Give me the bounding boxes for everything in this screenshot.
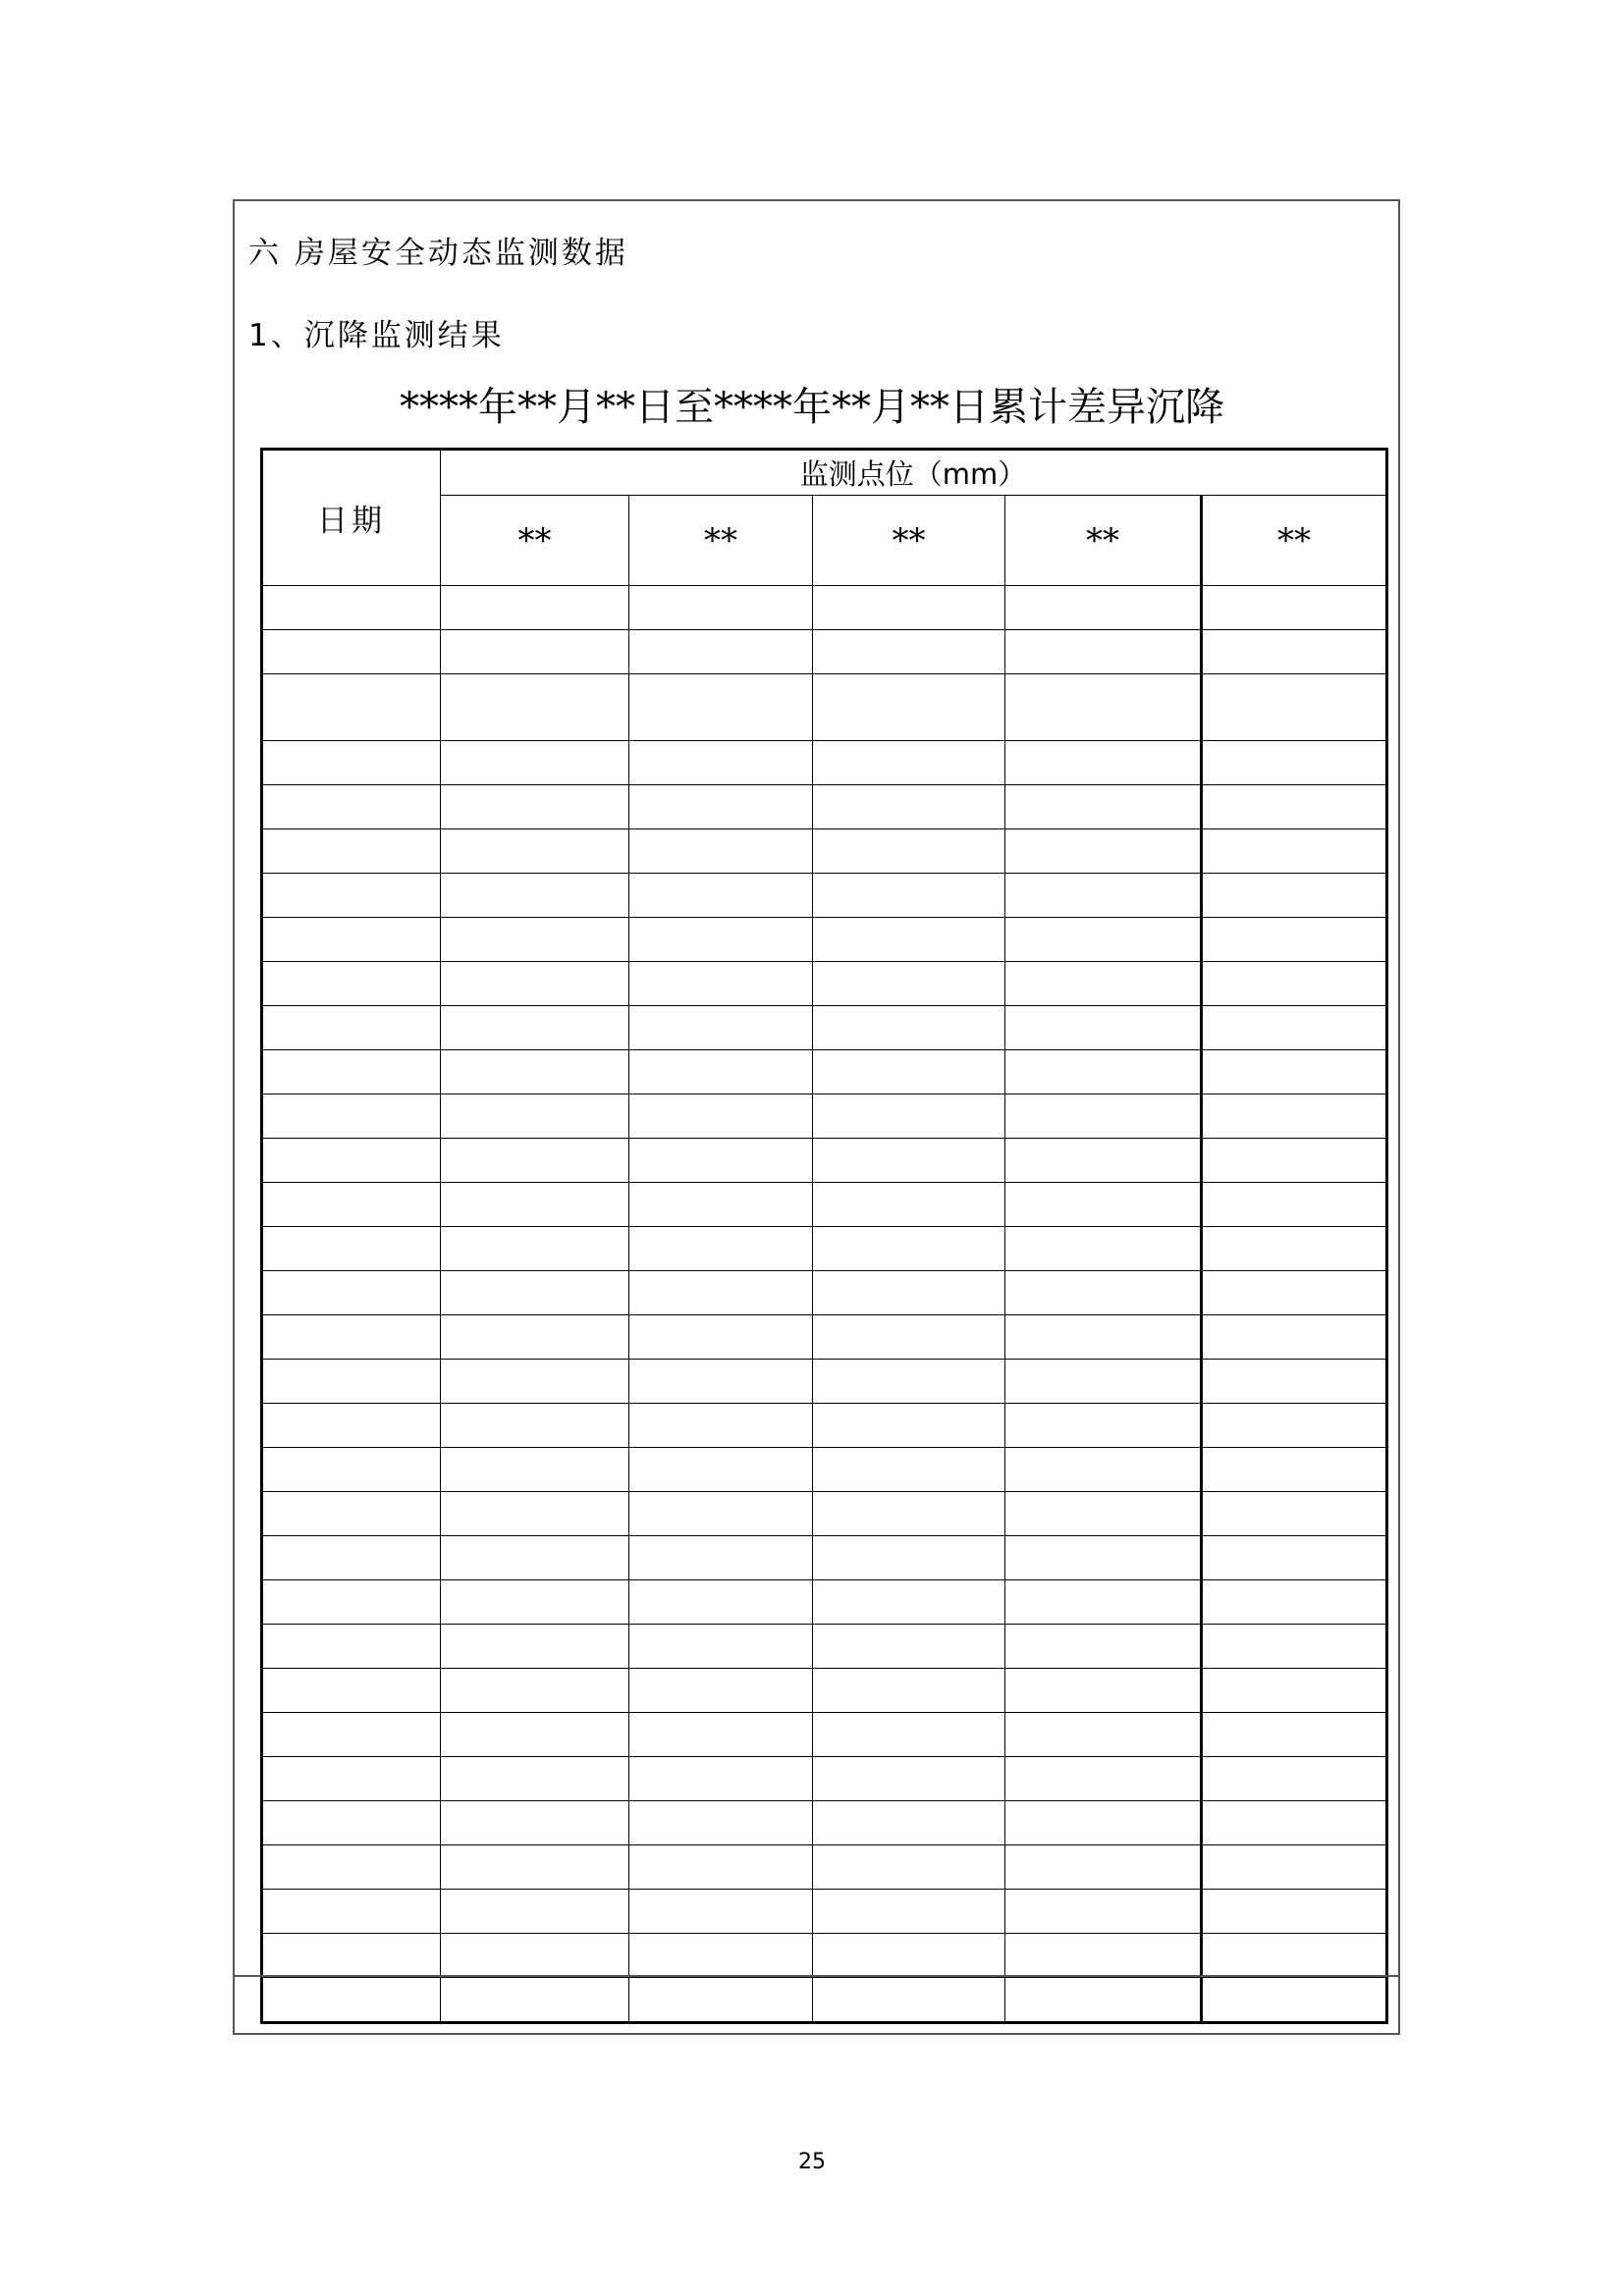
date-cell <box>262 1139 441 1183</box>
value-cell <box>629 630 813 674</box>
table-row <box>262 829 1387 874</box>
value-cell <box>1005 1890 1202 1934</box>
value-cell <box>1005 674 1202 741</box>
value-cell <box>629 586 813 630</box>
value-cell <box>1202 1934 1387 1978</box>
value-cell <box>1202 1183 1387 1227</box>
date-cell <box>262 586 441 630</box>
value-cell <box>441 1625 629 1669</box>
date-cell <box>262 1492 441 1536</box>
value-cell <box>1202 1404 1387 1448</box>
value-cell <box>629 1404 813 1448</box>
value-cell <box>629 1139 813 1183</box>
value-cell <box>441 1978 629 2023</box>
table-title: ****年**月**日至****年**月**日累计差异沉降 <box>400 385 1224 430</box>
value-cell <box>1202 1978 1387 2023</box>
value-cell <box>1202 874 1387 918</box>
date-cell <box>262 1625 441 1669</box>
value-cell <box>1202 1006 1387 1050</box>
value-cell <box>813 1934 1005 1978</box>
value-cell <box>441 1183 629 1227</box>
date-cell <box>262 1404 441 1448</box>
table-row <box>262 1536 1387 1580</box>
value-cell <box>1005 1139 1202 1183</box>
date-cell <box>262 1360 441 1404</box>
value-cell <box>441 586 629 630</box>
monitoring-points-header: 监测点位（mm） <box>441 450 1387 496</box>
value-cell <box>813 674 1005 741</box>
value-cell <box>441 1448 629 1492</box>
table-row <box>262 1845 1387 1890</box>
value-cell <box>1202 1890 1387 1934</box>
table-row <box>262 1050 1387 1095</box>
value-cell <box>813 1978 1005 2023</box>
value-cell <box>1202 674 1387 741</box>
table-row <box>262 918 1387 962</box>
value-cell <box>1202 1669 1387 1713</box>
value-cell <box>441 1404 629 1448</box>
value-cell <box>813 1625 1005 1669</box>
date-cell <box>262 1448 441 1492</box>
value-cell <box>813 1404 1005 1448</box>
table-row <box>262 874 1387 918</box>
date-cell <box>262 1978 441 2023</box>
date-cell <box>262 962 441 1006</box>
value-cell <box>813 1801 1005 1845</box>
value-cell <box>441 962 629 1006</box>
value-cell <box>441 630 629 674</box>
value-cell <box>813 1448 1005 1492</box>
value-cell <box>1005 1625 1202 1669</box>
value-cell <box>629 1492 813 1536</box>
value-cell <box>629 874 813 918</box>
date-cell <box>262 1050 441 1095</box>
value-cell <box>1202 1227 1387 1271</box>
value-cell <box>441 1580 629 1625</box>
value-cell <box>1202 1139 1387 1183</box>
value-cell <box>629 785 813 829</box>
value-cell <box>1005 1580 1202 1625</box>
value-cell <box>1005 829 1202 874</box>
value-cell <box>441 829 629 874</box>
value-cell <box>441 741 629 785</box>
value-cell <box>629 1890 813 1934</box>
value-cell <box>1005 874 1202 918</box>
value-cell <box>813 1227 1005 1271</box>
value-cell <box>1005 630 1202 674</box>
value-cell <box>813 741 1005 785</box>
value-cell <box>813 1890 1005 1934</box>
value-cell <box>629 1315 813 1360</box>
value-cell <box>1005 1050 1202 1095</box>
value-cell <box>813 1580 1005 1625</box>
point-header: ** <box>1202 496 1387 586</box>
date-cell <box>262 1095 441 1139</box>
value-cell <box>813 1536 1005 1580</box>
value-cell <box>1005 1536 1202 1580</box>
point-header: ** <box>813 496 1005 586</box>
value-cell <box>813 829 1005 874</box>
date-cell <box>262 874 441 918</box>
value-cell <box>1202 1492 1387 1536</box>
value-cell <box>1005 1315 1202 1360</box>
value-cell <box>813 586 1005 630</box>
value-cell <box>813 1845 1005 1890</box>
date-cell <box>262 1669 441 1713</box>
value-cell <box>441 1006 629 1050</box>
date-cell <box>262 1315 441 1360</box>
value-cell <box>1202 1625 1387 1669</box>
value-cell <box>1202 1845 1387 1890</box>
table-row <box>262 1139 1387 1183</box>
date-cell <box>262 1580 441 1625</box>
value-cell <box>1202 1757 1387 1801</box>
value-cell <box>1005 1669 1202 1713</box>
value-cell <box>629 1271 813 1315</box>
value-cell <box>629 1360 813 1404</box>
value-cell <box>629 674 813 741</box>
value-cell <box>1202 1580 1387 1625</box>
value-cell <box>1005 785 1202 829</box>
value-cell <box>1202 1536 1387 1580</box>
date-cell <box>262 741 441 785</box>
date-cell <box>262 1845 441 1890</box>
value-cell <box>1005 1360 1202 1404</box>
value-cell <box>629 1934 813 1978</box>
value-cell <box>1202 1095 1387 1139</box>
table-row <box>262 1801 1387 1845</box>
table-row <box>262 1492 1387 1536</box>
table-row <box>262 1757 1387 1801</box>
value-cell <box>813 874 1005 918</box>
table-row <box>262 1978 1387 2023</box>
date-cell <box>262 1536 441 1580</box>
page-number: 25 <box>798 2150 826 2174</box>
table-row <box>262 1006 1387 1050</box>
value-cell <box>629 1006 813 1050</box>
value-cell <box>441 1492 629 1536</box>
date-cell <box>262 1006 441 1050</box>
value-cell <box>813 1492 1005 1536</box>
value-cell <box>629 1580 813 1625</box>
date-cell <box>262 1757 441 1801</box>
value-cell <box>1005 1757 1202 1801</box>
value-cell <box>629 1536 813 1580</box>
value-cell <box>1005 1713 1202 1757</box>
table-row <box>262 785 1387 829</box>
value-cell <box>813 1757 1005 1801</box>
value-cell <box>813 962 1005 1006</box>
value-cell <box>813 918 1005 962</box>
value-cell <box>441 1713 629 1757</box>
value-cell <box>813 1006 1005 1050</box>
table-row <box>262 1669 1387 1713</box>
value-cell <box>1005 1978 1202 2023</box>
value-cell <box>1202 1360 1387 1404</box>
value-cell <box>441 918 629 962</box>
value-cell <box>441 874 629 918</box>
value-cell <box>1005 918 1202 962</box>
table-row <box>262 1448 1387 1492</box>
point-header: ** <box>441 496 629 586</box>
value-cell <box>441 1890 629 1934</box>
table-row <box>262 1271 1387 1315</box>
value-cell <box>1202 785 1387 829</box>
date-column-header: 日期 <box>262 450 441 586</box>
value-cell <box>1005 1845 1202 1890</box>
value-cell <box>441 674 629 741</box>
date-cell <box>262 1183 441 1227</box>
table-row <box>262 1580 1387 1625</box>
point-header: ** <box>1005 496 1202 586</box>
value-cell <box>629 1625 813 1669</box>
value-cell <box>441 1227 629 1271</box>
date-cell <box>262 829 441 874</box>
value-cell <box>441 1139 629 1183</box>
value-cell <box>441 1095 629 1139</box>
table-body <box>262 586 1387 2023</box>
value-cell <box>1202 1050 1387 1095</box>
value-cell <box>1005 1183 1202 1227</box>
section-heading: 六 房屋安全动态监测数据 <box>248 236 628 271</box>
value-cell <box>629 741 813 785</box>
date-cell <box>262 1801 441 1845</box>
value-cell <box>813 1050 1005 1095</box>
table-row <box>262 741 1387 785</box>
value-cell <box>1202 630 1387 674</box>
value-cell <box>629 1183 813 1227</box>
table-row <box>262 674 1387 741</box>
value-cell <box>813 1271 1005 1315</box>
value-cell <box>629 829 813 874</box>
value-cell <box>441 1801 629 1845</box>
value-cell <box>629 1801 813 1845</box>
table-row <box>262 1625 1387 1669</box>
value-cell <box>1202 741 1387 785</box>
value-cell <box>629 1448 813 1492</box>
date-cell <box>262 1713 441 1757</box>
table-row <box>262 1227 1387 1271</box>
value-cell <box>1202 586 1387 630</box>
value-cell <box>629 1713 813 1757</box>
value-cell <box>813 1183 1005 1227</box>
value-cell <box>629 1845 813 1890</box>
value-cell <box>629 1227 813 1271</box>
table-row <box>262 1360 1387 1404</box>
date-cell <box>262 1934 441 1978</box>
date-cell <box>262 918 441 962</box>
sub-heading: 1、沉降监测结果 <box>248 318 505 353</box>
value-cell <box>1202 829 1387 874</box>
table-row <box>262 1934 1387 1978</box>
date-cell <box>262 1890 441 1934</box>
table-row <box>262 1095 1387 1139</box>
value-cell <box>629 1050 813 1095</box>
value-cell <box>629 1669 813 1713</box>
table-row <box>262 962 1387 1006</box>
value-cell <box>813 785 1005 829</box>
value-cell <box>1005 1404 1202 1448</box>
value-cell <box>1005 1227 1202 1271</box>
date-cell <box>262 1227 441 1271</box>
value-cell <box>1005 1801 1202 1845</box>
value-cell <box>441 1757 629 1801</box>
table-row <box>262 630 1387 674</box>
point-header: ** <box>629 496 813 586</box>
value-cell <box>629 1095 813 1139</box>
date-cell <box>262 785 441 829</box>
table-row <box>262 1183 1387 1227</box>
value-cell <box>1005 741 1202 785</box>
date-cell <box>262 630 441 674</box>
table-row <box>262 1890 1387 1934</box>
value-cell <box>441 1934 629 1978</box>
table-row <box>262 586 1387 630</box>
value-cell <box>813 1713 1005 1757</box>
value-cell <box>441 1315 629 1360</box>
table-row <box>262 1315 1387 1360</box>
value-cell <box>1202 962 1387 1006</box>
value-cell <box>1005 1448 1202 1492</box>
value-cell <box>1005 1492 1202 1536</box>
value-cell <box>441 1271 629 1315</box>
value-cell <box>1005 1095 1202 1139</box>
value-cell <box>1005 1934 1202 1978</box>
value-cell <box>1005 962 1202 1006</box>
settlement-table <box>260 448 1388 2024</box>
value-cell <box>813 1669 1005 1713</box>
date-cell <box>262 674 441 741</box>
value-cell <box>813 1360 1005 1404</box>
value-cell <box>1202 1448 1387 1492</box>
date-cell <box>262 1271 441 1315</box>
value-cell <box>813 1095 1005 1139</box>
value-cell <box>1005 1271 1202 1315</box>
value-cell <box>629 962 813 1006</box>
value-cell <box>629 918 813 962</box>
value-cell <box>629 1757 813 1801</box>
table-row <box>262 1404 1387 1448</box>
value-cell <box>629 1978 813 2023</box>
value-cell <box>1202 1315 1387 1360</box>
bottom-divider <box>233 1975 1400 1977</box>
value-cell <box>1005 586 1202 630</box>
value-cell <box>441 1050 629 1095</box>
value-cell <box>441 1669 629 1713</box>
value-cell <box>1202 1713 1387 1757</box>
value-cell <box>441 1536 629 1580</box>
value-cell <box>1005 1006 1202 1050</box>
value-cell <box>813 1139 1005 1183</box>
value-cell <box>441 1360 629 1404</box>
value-cell <box>441 1845 629 1890</box>
value-cell <box>1202 918 1387 962</box>
value-cell <box>813 630 1005 674</box>
value-cell <box>813 1315 1005 1360</box>
value-cell <box>441 785 629 829</box>
table-row <box>262 1713 1387 1757</box>
value-cell <box>1202 1271 1387 1315</box>
value-cell <box>1202 1801 1387 1845</box>
